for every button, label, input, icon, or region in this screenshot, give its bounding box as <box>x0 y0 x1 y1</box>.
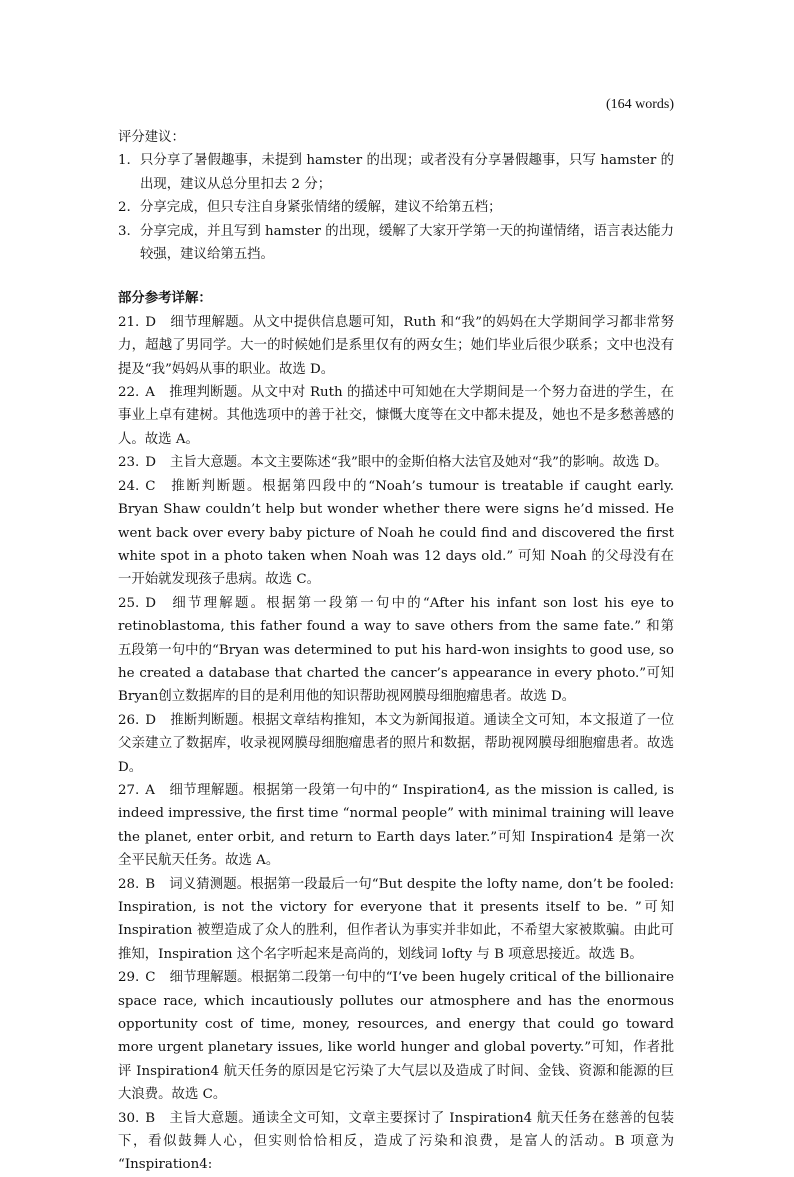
answer-number: 27. <box>118 782 140 798</box>
answer-number: 23. <box>118 455 140 471</box>
answer-number: 26. <box>118 712 140 728</box>
scoring-item-text: 只分享了暑假趣事，未提到 hamster 的出现；或者没有分享暑假趣事，只写 hamster 的出现，建议从总分里扣去 2 分； <box>140 153 674 192</box>
scoring-item-number: 1. <box>118 153 131 169</box>
scoring-item <box>118 220 674 267</box>
answer-text: 细节理解题。根据第二段第一句中的“I’ve been hugely critical of the billionaire space race, which incautiously pollutes our atmosphere and has the enormous opportunity cost of time, money, resources, and energy that could go toward more urgent planetary issues, like world hunger and global poverty.”可知，作者批评 Inspiration4 航天任务的原因是它污染了大气层以及造成了时间、金钱、资源和能源的巨大浪费。故选 C。 <box>118 970 674 1103</box>
answer-letter: D <box>145 595 157 611</box>
document-page <box>118 92 674 1177</box>
answer-number: 24. <box>118 478 140 494</box>
answer-text: 推断判断题。根据第四段中的“Noah’s tumour is treatable if caught early. Bryan Shaw couldn’t help but wonder whether there were signs he’d missed. He went back over every baby picture of Noah he could find and discovered the first white spot in a photo taken when Noah was 12 days old.” 可知 Noah 的父母没有在一开始就发现孩子患病。故选 C。 <box>118 478 674 588</box>
answer-number: 21. <box>118 314 140 330</box>
answer-text: 推断判断题。根据文章结构推知，本文为新闻报道。通读全文可知，本文报道了一位父亲建立了数据库，收录视网膜母细胞瘤患者的照片和数据，帮助视网膜母细胞瘤患者。故选 D。 <box>118 712 674 775</box>
scoring-item <box>118 196 674 219</box>
answer-text: 词义猜测题。根据第一段最后一句“But despite the lofty name, don’t be fooled: Inspiration, is not the victory for everyone that it presents itself to be. ”可知 Inspiration 被塑造成了众人的胜利，但作者认为事实并非如此，不希望大家被欺骗。由此可推知，Inspiration 这个名字听起来是高尚的，划线词 lofty 与 B 项意思接近。故选 B。 <box>118 876 674 962</box>
answer-letter: B <box>145 876 156 892</box>
scoring-item-number: 3. <box>118 223 131 239</box>
answer-letter: D <box>145 455 157 471</box>
answers-title: 部分参考详解： <box>118 290 212 307</box>
answer-text: 主旨大意题。通读全文可知，文章主要探讨了 Inspiration4 航天任务在慈善的包装下，看似鼓舞人心，但实则恰恰相反，造成了污染和浪费，是富人的活动。B 项意为 “Inspiration4: <box>118 1110 674 1173</box>
answer-text: 推理判断题。从文中对 Ruth 的描述中可知她在大学期间是一个努力奋进的学生，在事业上卓有建树。其他选项中的善于社交，慷慨大度等在文中都未提及，她也不是多愁善感的人。故选 A。 <box>118 385 674 447</box>
answer-letter: D <box>145 712 157 728</box>
answer-item <box>118 779 674 873</box>
scoring-item-text: 分享完成，但只专注自身紧张情绪的缓解，建议不给第五档； <box>140 200 502 216</box>
scoring-item-text: 分享完成，并且写到 hamster 的出现，缓解了大家开学第一天的拘谨情绪，语言表达能力较强，建议给第五挡。 <box>140 223 674 263</box>
answer-number: 25. <box>118 595 140 611</box>
answer-item <box>118 592 674 709</box>
answer-number: 22. <box>118 385 140 401</box>
answer-text: 细节理解题。根据第一段第一句中的“ Inspiration4, as the mission is called, is indeed impressive, the first time “normal people” with minimal training will leave the planet, enter orbit, and return to Earth days later.”可知 Inspiration4 是第一次全平民航天任务。故选 A。 <box>118 782 674 869</box>
answer-letter: C <box>145 478 156 494</box>
answer-letter: B <box>145 1110 156 1126</box>
answer-item <box>118 709 674 779</box>
answer-item <box>118 381 674 451</box>
scoring-title: 评分建议： <box>118 130 185 145</box>
answer-item <box>118 966 674 1106</box>
answer-item <box>118 1107 674 1177</box>
answer-letter: C <box>145 970 156 986</box>
answer-text: 细节理解题。从文中提供信息题可知，Ruth 和“我”的妈妈在大学期间学习都非常努力，超越了男同学。大一的时候她们是系里仅有的两女生；她们毕业后很少联系；文中也没有提及“我”妈妈从事的职业。故选 D。 <box>118 314 674 377</box>
answer-number: 30. <box>118 1110 140 1126</box>
answer-number: 29. <box>118 970 140 986</box>
scoring-item-number: 2. <box>118 200 131 216</box>
answer-letter: A <box>145 385 155 401</box>
answer-item <box>118 873 674 967</box>
answer-text: 主旨大意题。本文主要陈述“我”眼中的金斯伯格大法官及她对“我”的影响。故选 D。 <box>170 455 668 471</box>
answer-item <box>118 311 674 381</box>
word-count: (164 words) <box>605 97 674 112</box>
answer-number: 28. <box>118 876 140 892</box>
answer-item <box>118 475 674 592</box>
answer-letter: A <box>145 782 155 798</box>
scoring-item <box>118 149 674 196</box>
answer-letter: D <box>145 314 157 330</box>
answer-item <box>118 451 674 474</box>
answer-text: 细节理解题。根据第一段第一句中的“After his infant son lost his eye to retinoblastoma, this father found a way to save others from the same fate.” 和第五段第一句中的“Bryan was determined to put his hard-won insights to good use, so he created a database that charted the cancer’s appearance in every photo.”可知Bryan创立数据库的目的是利用他的知识帮助视网膜母细胞瘤患者。故选 D。 <box>118 595 674 705</box>
